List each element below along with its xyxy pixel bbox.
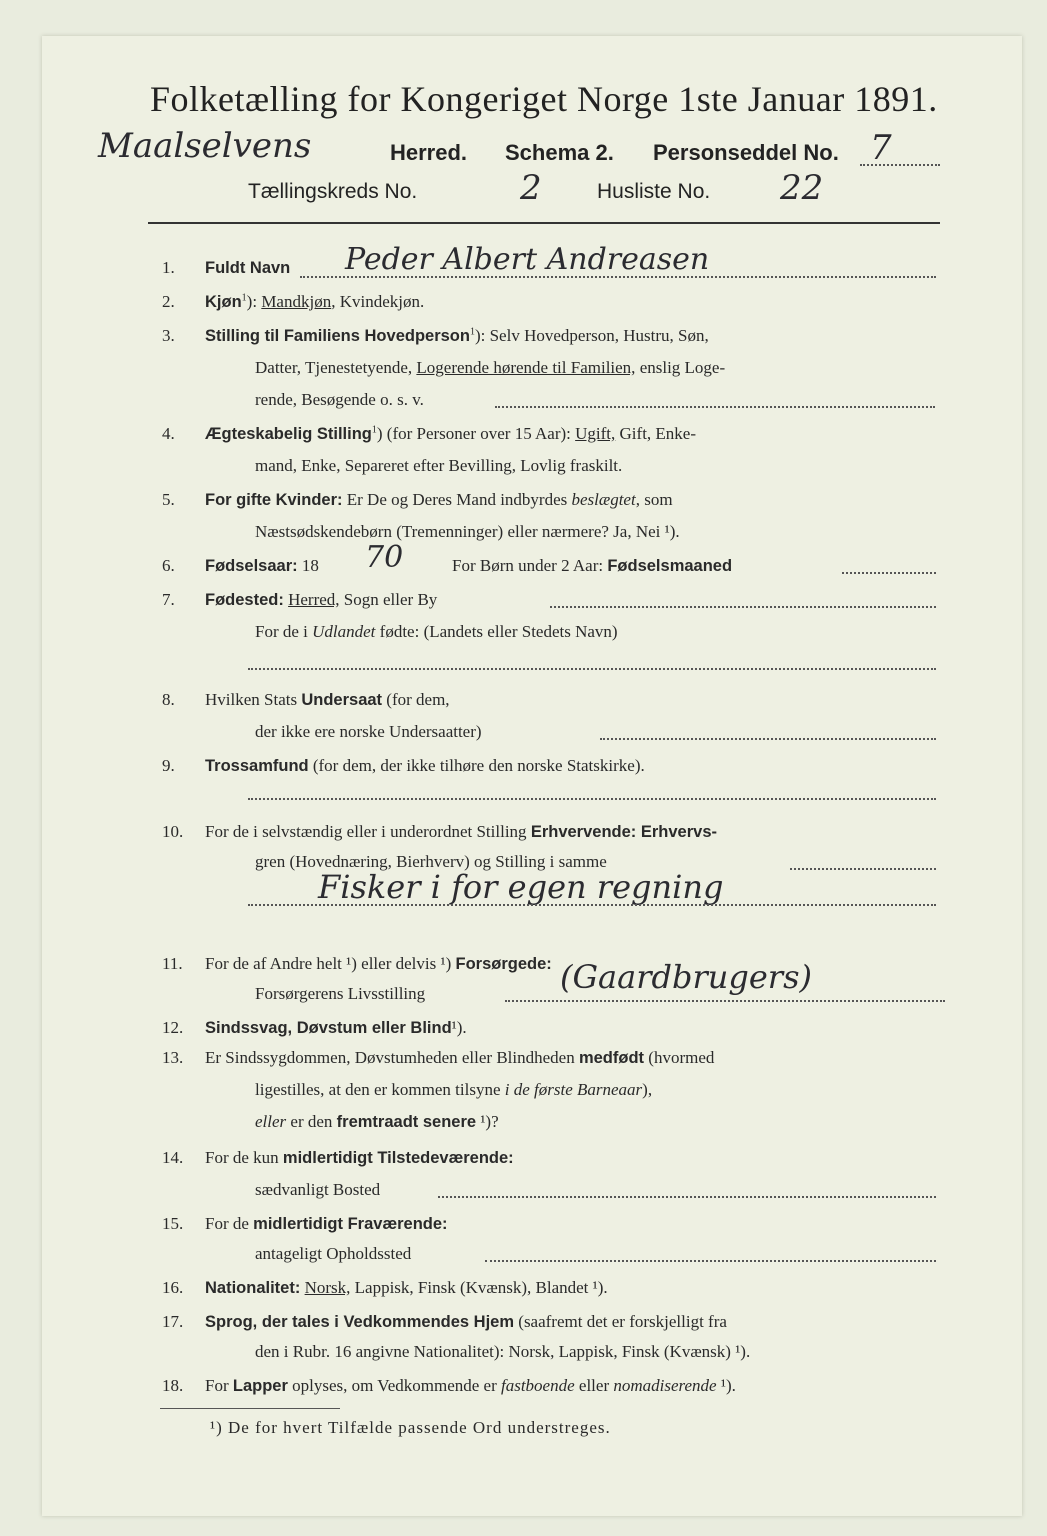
q7-dots xyxy=(550,606,936,608)
q13-line1 xyxy=(205,1048,714,1068)
q13-line1-a: Er Sindssygdommen, Døvstumheden eller Blindheden xyxy=(205,1048,579,1067)
q1-number: 1. xyxy=(162,258,175,277)
q15-line1 xyxy=(205,1214,448,1234)
q4-sup: 1 xyxy=(371,424,377,436)
q5-beslaegtet: beslægtet xyxy=(571,490,636,509)
q12-number: 12. xyxy=(162,1018,184,1037)
schema-label: Schema 2. xyxy=(505,140,614,165)
q7-herred: Herred, xyxy=(288,590,340,609)
q13-fremtraadt: fremtraadt senere xyxy=(336,1113,477,1131)
q15-dots xyxy=(485,1260,936,1262)
q5-line1-a: Er De og Deres Mand indbyrdes xyxy=(342,490,572,509)
q8-line1-a: Hvilken Stats xyxy=(205,690,302,709)
q8-dots xyxy=(600,738,936,740)
herred-handwriting: Maalselvens xyxy=(98,126,312,166)
q8-number: 8. xyxy=(162,690,175,709)
q6-prefix: 18 xyxy=(297,556,319,575)
q7-udlandet: Udlandet xyxy=(312,622,376,641)
q3-line2 xyxy=(255,358,725,378)
q3-label: Stilling til Familiens Hovedperson xyxy=(205,327,470,345)
q4-label: Ægteskabelig Stilling xyxy=(205,425,372,443)
q3-number: 3. xyxy=(162,326,175,345)
q5-number: 5. xyxy=(162,490,175,509)
q9-rest: (for dem, der ikke tilhøre den norske Statskirke). xyxy=(308,756,645,775)
herred-label: Herred. xyxy=(390,140,468,165)
q11-line2: Forsørgerens Livsstilling xyxy=(255,984,426,1003)
q5-line1 xyxy=(205,490,673,510)
q2-number: 2. xyxy=(162,292,175,311)
q3-line2-a: Datter, Tjenestetyende, xyxy=(255,358,417,377)
q8-line1-b: (for dem, xyxy=(382,690,450,709)
q10-answer: Fisker i for egen regning xyxy=(318,868,724,906)
q15-number: 15. xyxy=(162,1214,184,1233)
q11-line1-a: For de af Andre helt ¹) eller delvis ¹) xyxy=(205,954,456,973)
q6-rest-label: Fødselsmaaned xyxy=(607,557,733,575)
q18-line1-a: For xyxy=(205,1376,233,1395)
q2-line xyxy=(205,292,424,312)
q5-line2: Næstsødskendebørn (Tremenninger) eller nærmere? Ja, Nei ¹). xyxy=(255,522,680,541)
q4-ugift: Ugift, xyxy=(575,424,616,443)
q14-line1-a: For de kun xyxy=(205,1148,283,1167)
q4-line1-a: ) (for Personer over 15 Aar): xyxy=(376,424,576,443)
q3-line2-underlined: Logerende hørende til Familien, xyxy=(416,358,636,377)
q11-label: Forsørgede: xyxy=(455,955,552,973)
q6-dots xyxy=(842,572,936,574)
q13-line2-a: ligestilles, at den er kommen tilsyne xyxy=(255,1080,505,1099)
q13-line2 xyxy=(255,1080,652,1100)
q5-line1-b: , som xyxy=(635,490,673,509)
q10-label: Erhvervende: Erhvervs- xyxy=(530,823,717,841)
q2-sup: 1 xyxy=(241,292,247,304)
q12-rest: ¹). xyxy=(451,1018,467,1037)
q12-label: Sindssvag, Døvstum eller Blind xyxy=(205,1019,452,1037)
q3-line1 xyxy=(205,326,709,346)
q16-rest: Lappisk, Finsk (Kvænsk), Blandet ¹). xyxy=(350,1278,608,1297)
q9-label: Trossamfund xyxy=(205,757,309,775)
q16-label: Nationalitet: xyxy=(205,1279,301,1297)
q4-line1 xyxy=(205,424,696,444)
q18-number: 18. xyxy=(162,1376,184,1395)
q7-line2-b: fødte: (Landets eller Stedets Navn) xyxy=(375,622,618,641)
q17-label: Sprog, der tales i Vedkommendes Hjem xyxy=(205,1313,515,1331)
q9-line xyxy=(205,756,645,776)
q7-line2 xyxy=(255,622,618,642)
husliste-number: 22 xyxy=(780,168,824,208)
q18-label: Lapper xyxy=(232,1377,288,1395)
q8-line2: der ikke ere norske Undersaatter) xyxy=(255,722,482,741)
q11-dots xyxy=(505,1000,945,1002)
q3-sup: 1 xyxy=(469,326,475,338)
q10-dots xyxy=(790,868,936,870)
q14-line1 xyxy=(205,1148,514,1168)
q2-label: Kjøn xyxy=(205,293,242,311)
q16-line xyxy=(205,1278,608,1298)
q5-label: For gifte Kvinder: xyxy=(205,491,343,509)
q15-line2: antageligt Opholdssted xyxy=(255,1244,412,1263)
q16-number: 16. xyxy=(162,1278,184,1297)
personseddel-dots xyxy=(860,164,940,166)
q6-label: Fødselsaar: xyxy=(205,557,298,575)
q14-line2: sædvanligt Bosted xyxy=(255,1180,381,1199)
q17-rest: (saafremt det er forskjelligt fra xyxy=(514,1312,727,1331)
q16-norsk: Norsk, xyxy=(304,1278,351,1297)
q18-line1-b: oplyses, om Vedkommende er xyxy=(287,1376,501,1395)
header-rule xyxy=(148,222,940,224)
q18-end: ¹). xyxy=(716,1376,736,1395)
q10-line2: gren (Hovednæring, Bierhverv) og Stilling i samme xyxy=(255,852,607,871)
q6-number: 6. xyxy=(162,556,175,575)
q13-line3-b: ¹)? xyxy=(476,1112,499,1131)
q13-line1-b: (hvormed xyxy=(644,1048,715,1067)
footnote-rule xyxy=(160,1408,340,1409)
husliste-label: Husliste No. xyxy=(597,180,711,203)
q2-option-mandkjon: Mandkjøn xyxy=(261,292,332,311)
q6-line xyxy=(205,556,319,576)
q9-dots xyxy=(248,798,936,800)
q6-birthyear: 70 xyxy=(365,540,404,575)
q18-fastboende: fastboende xyxy=(501,1376,575,1395)
q15-label: midlertidigt Fraværende: xyxy=(253,1215,448,1233)
personseddel-label: Personseddel No. xyxy=(653,140,839,165)
q14-label: midlertidigt Tilstedeværende: xyxy=(282,1149,514,1167)
q12-line xyxy=(205,1018,467,1038)
personseddel-number: 7 xyxy=(870,128,892,168)
q10-line1-a: For de i selvstændig eller i underordnet Stilling xyxy=(205,822,531,841)
q10-number: 10. xyxy=(162,822,184,841)
q17-line2: den i Rubr. 16 angivne Nationalitet): Norsk, Lappisk, Finsk (Kvænsk) ¹). xyxy=(255,1342,751,1361)
q3-line1-rest: ): Selv Hovedperson, Hustru, Søn, xyxy=(474,326,709,345)
q14-number: 14. xyxy=(162,1148,184,1167)
q11-line1 xyxy=(205,954,552,974)
q6-rest-text: For Børn under 2 Aar: xyxy=(452,556,608,575)
q13-label: medfødt xyxy=(578,1049,645,1067)
kreds-number: 2 xyxy=(520,168,542,208)
q4-line1-b: Gift, Enke- xyxy=(615,424,697,443)
q7-number: 7. xyxy=(162,590,175,609)
q4-number: 4. xyxy=(162,424,175,443)
q13-line3-a: er den xyxy=(286,1112,337,1131)
kreds-label: Tællingskreds No. xyxy=(248,180,418,203)
form-title: Folketælling for Kongeriget Norge 1ste Januar 1891. xyxy=(150,79,938,119)
q1-label: Fuldt Navn xyxy=(205,259,291,277)
q10-dots-2 xyxy=(248,904,936,906)
q7-line2-a: For de i xyxy=(255,622,313,641)
q8-label: Undersaat xyxy=(301,691,383,709)
q13-number: 13. xyxy=(162,1048,184,1067)
q13-line2-italic: i de første Barneaar xyxy=(504,1080,643,1099)
q7-line1 xyxy=(205,590,437,610)
q17-number: 17. xyxy=(162,1312,184,1331)
q11-answer: (Gaardbrugers) xyxy=(560,958,812,996)
q6-rest xyxy=(452,556,732,576)
q18-mid: eller xyxy=(574,1376,614,1395)
q3-line2-b: enslig Loge- xyxy=(635,358,726,377)
q4-line2: mand, Enke, Separeret efter Bevilling, Lovlig fraskilt. xyxy=(255,456,623,475)
q14-dots xyxy=(438,1196,936,1198)
q11-number: 11. xyxy=(162,954,183,973)
q3-dots xyxy=(495,406,935,408)
q2-option-kvindekjon: , Kvindekjøn. xyxy=(331,292,425,311)
q9-number: 9. xyxy=(162,756,175,775)
q15-line1-a: For de xyxy=(205,1214,254,1233)
footnote: ¹) De for hvert Tilfælde passende Ord understreges. xyxy=(210,1418,611,1437)
q13-eller: eller xyxy=(255,1112,287,1131)
q2-text-a: ): xyxy=(246,292,262,311)
q7-label: Fødested: xyxy=(205,591,284,609)
q18-line xyxy=(205,1376,736,1396)
q7-rest: Sogn eller By xyxy=(339,590,438,609)
q13-line3 xyxy=(255,1112,499,1132)
q8-line1 xyxy=(205,690,450,710)
q13-line2-b: ), xyxy=(642,1080,653,1099)
q3-line3: rende, Besøgende o. s. v. xyxy=(255,390,424,409)
q17-line1 xyxy=(205,1312,727,1332)
q1-answer: Peder Albert Andreasen xyxy=(345,242,710,277)
q7-dots-2 xyxy=(248,668,936,670)
q10-line1 xyxy=(205,822,717,842)
q18-nomadiserende: nomadiserende xyxy=(613,1376,717,1395)
